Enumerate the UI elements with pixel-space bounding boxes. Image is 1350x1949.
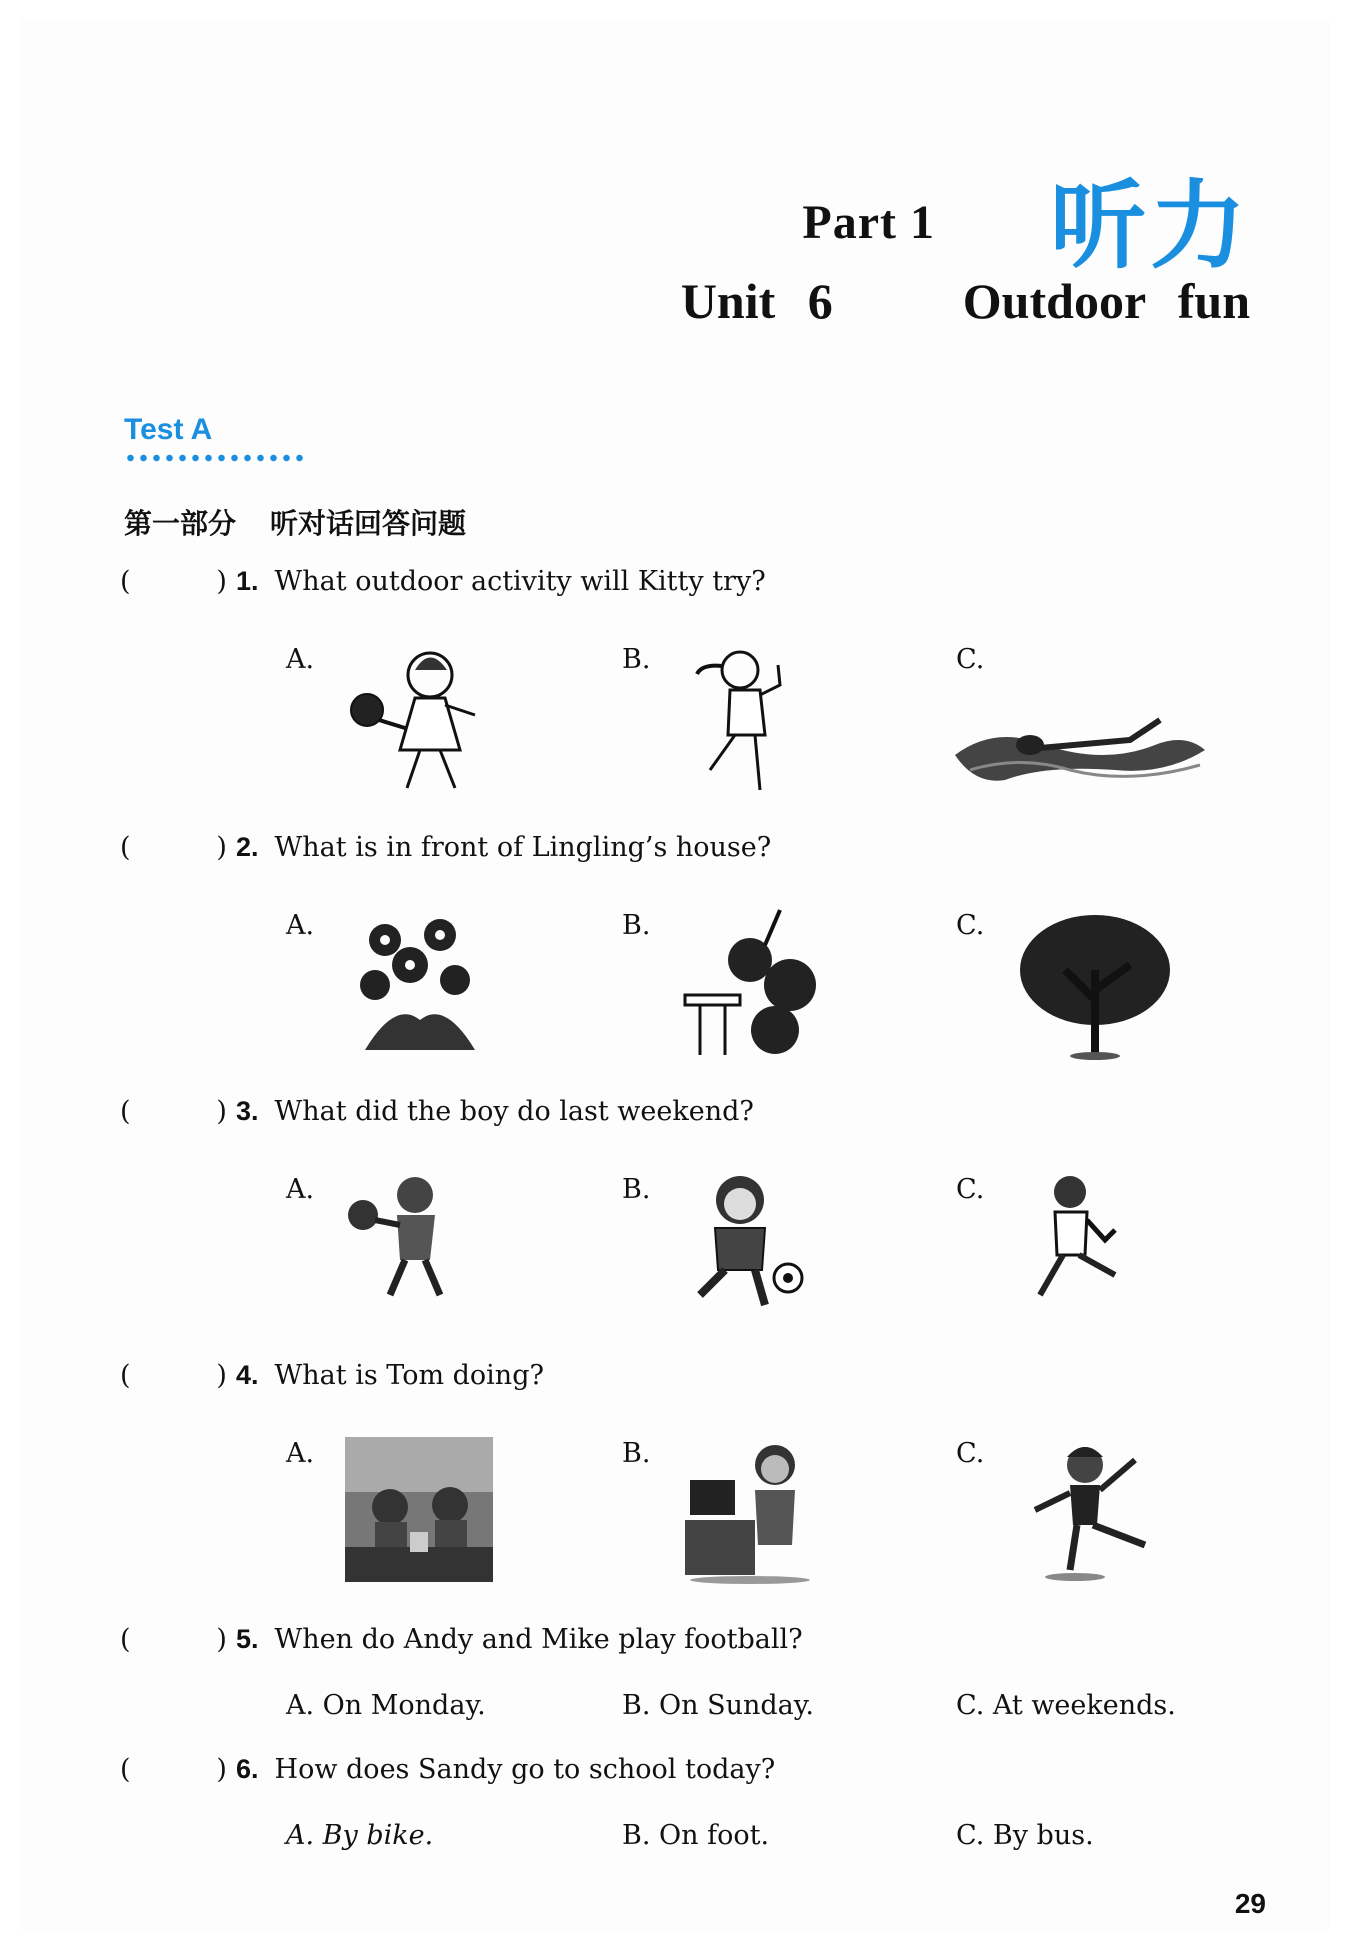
- running-boy-picture: [1015, 1170, 1135, 1310]
- option-c[interactable]: C. At weekends.: [956, 1690, 1176, 1721]
- computer-boy-picture: [680, 1435, 820, 1585]
- swimmer-picture: [950, 700, 1210, 800]
- basketball-boy-picture: [345, 1170, 465, 1310]
- question-text: How does Sandy go to school today?: [274, 1754, 776, 1785]
- option-b[interactable]: B.: [622, 1438, 651, 1469]
- option-c[interactable]: C.: [956, 1174, 985, 1205]
- option-c[interactable]: C.: [956, 644, 985, 675]
- option-b[interactable]: B. On Sunday.: [622, 1690, 815, 1721]
- option-a[interactable]: A. On Monday.: [286, 1690, 486, 1721]
- football-boy-picture: [680, 1170, 810, 1310]
- option-c[interactable]: C. By bus.: [956, 1820, 1094, 1851]
- part-heading: Part 1: [802, 196, 935, 249]
- option-c[interactable]: C.: [956, 910, 985, 941]
- option-b[interactable]: B. On foot.: [622, 1820, 770, 1851]
- question-text: What did the boy do last weekend?: [274, 1096, 754, 1127]
- option-a[interactable]: A. By bike.: [286, 1820, 434, 1851]
- question-2: [120, 832, 771, 863]
- tree-picture: [1015, 910, 1175, 1060]
- answer-blank[interactable]: ( ): [120, 1624, 227, 1655]
- question-3: [120, 1096, 754, 1127]
- question-number: 3.: [236, 1096, 259, 1126]
- question-number: 1.: [236, 566, 259, 596]
- answer-blank[interactable]: ( ): [120, 1754, 227, 1785]
- question-text: What is Tom doing?: [274, 1360, 544, 1391]
- answer-blank[interactable]: ( ): [120, 1096, 227, 1127]
- option-a[interactable]: A.: [286, 910, 315, 941]
- option-a[interactable]: A.: [286, 644, 315, 675]
- picnic-picture: [345, 1437, 493, 1582]
- question-number: 2.: [236, 832, 259, 862]
- option-b[interactable]: B.: [622, 644, 651, 675]
- unit-title: Unit 6 Outdoor fun: [680, 273, 1250, 329]
- option-b[interactable]: B.: [622, 1174, 651, 1205]
- section-title: [124, 502, 500, 542]
- question-number: 4.: [236, 1360, 259, 1390]
- option-b[interactable]: B.: [622, 910, 651, 941]
- question-4: [120, 1360, 544, 1391]
- answer-blank[interactable]: ( ): [120, 832, 227, 863]
- answer-blank[interactable]: ( ): [120, 1360, 227, 1391]
- option-a[interactable]: A.: [286, 1174, 315, 1205]
- section-instruction: 听对话回答问题: [270, 507, 467, 540]
- dotted-underline: [124, 454, 304, 462]
- question-number: 5.: [236, 1624, 259, 1654]
- section-part: 第一部分: [124, 507, 237, 540]
- question-6: [120, 1754, 775, 1785]
- test-label: Test A: [124, 413, 213, 446]
- question-1: [120, 566, 766, 597]
- question-number: 6.: [236, 1754, 259, 1784]
- listening-heading: 听力: [1050, 170, 1250, 282]
- flowers-picture: [345, 910, 495, 1060]
- skating-boy-picture: [1015, 1435, 1165, 1585]
- running-girl-picture: [680, 640, 810, 800]
- question-text: When do Andy and Mike play football?: [274, 1624, 803, 1655]
- fruit-tree-picture: [680, 905, 830, 1060]
- question-5: [120, 1624, 803, 1655]
- answer-blank[interactable]: ( ): [120, 566, 227, 597]
- option-a[interactable]: A.: [286, 1438, 315, 1469]
- option-c[interactable]: C.: [956, 1438, 985, 1469]
- question-text: What outdoor activity will Kitty try?: [274, 566, 766, 597]
- page-number: 29: [1234, 1888, 1266, 1919]
- tennis-girl-picture: [345, 640, 505, 800]
- question-text: What is in front of Lingling’s house?: [274, 832, 772, 863]
